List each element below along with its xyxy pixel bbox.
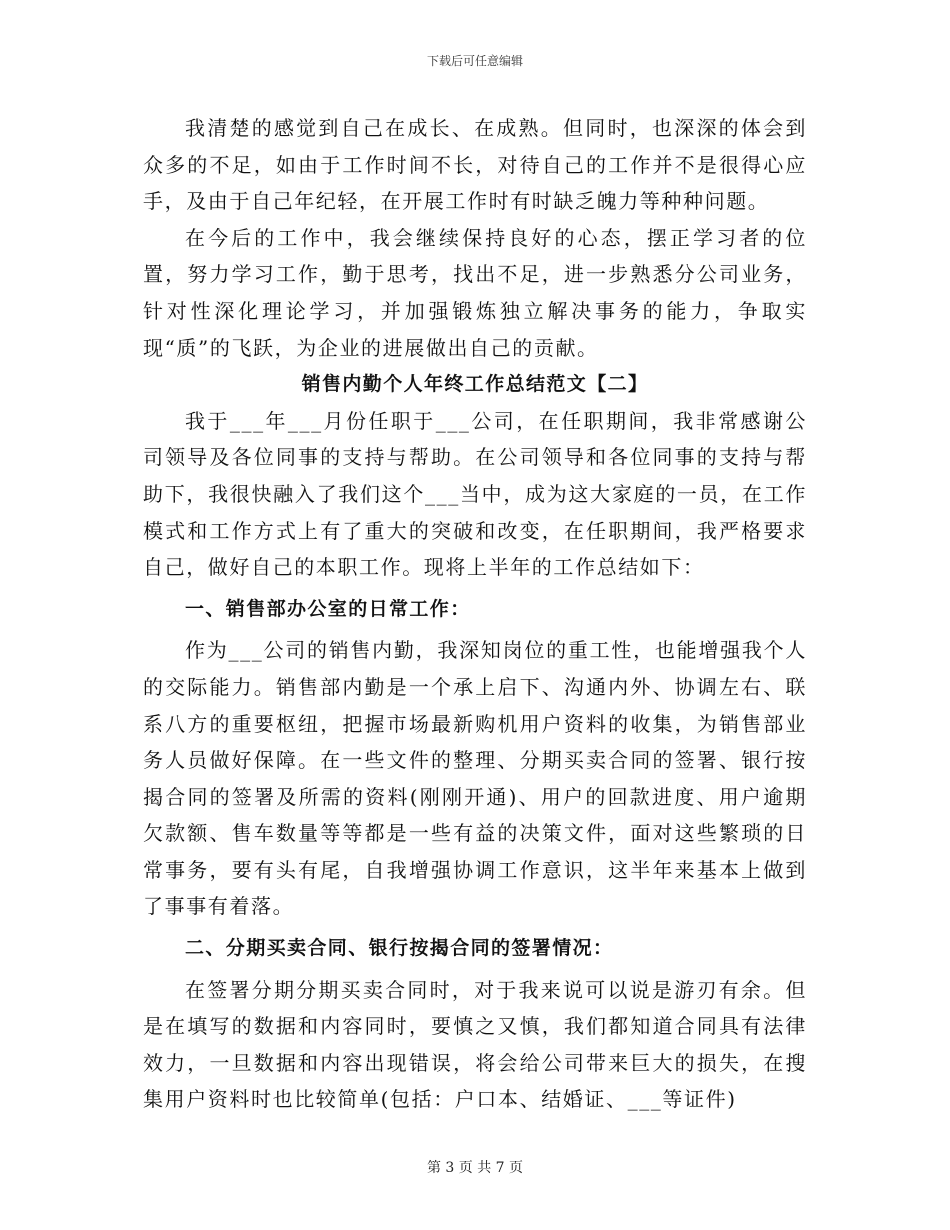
heading-daily-work: 一、销售部办公室的日常工作： bbox=[185, 597, 471, 620]
paragraph-intro: 我于___年___月份任职于___公司，在任职期间，我非常感谢公司领导及各位同事的支持与帮助。在公司领导和各位同事的支持与帮助下，我很快融入了我们这个___当中，成为这大家庭的一员，在工作模式和工作方式上有了重大的突破和改变，在任职期间，我严格要求自己，做好自己的本职工作。现将上半年的工作总结如下： bbox=[143, 408, 807, 580]
heading-contracts: 二、分期买卖合同、银行按揭合同的签署情况： bbox=[185, 937, 614, 960]
document-body bbox=[143, 110, 807, 1118]
paragraph-growth: 我清楚的感觉到自己在成长、在成熟。但同时，也深深的体会到众多的不足，如由于工作时间不长，对待自己的工作并不是很得心应手，及由于自己年纪轻，在开展工作时有时缺乏魄力等种种问题。 bbox=[143, 116, 807, 214]
paragraph-daily-work: 作为___公司的销售内勤，我深知岗位的重工性，也能增强我个人的交际能力。销售部内勤是一个承上启下、沟通内外、协调左右、联系八方的重要枢纽，把握市场最新购机用户资料的收集，为销售部业务人员做好保障。在一些文件的整理、分期买卖合同的签署、银行按揭合同的签署及所需的资料(刚刚开通)、用户的回款进度、用户逾期欠款额、售车数量等等都是一些有益的决策文件，面对这些繁琐的日常事务，要有头有尾，自我增强协调工作意识，这半年来基本上做到了事事有着落。 bbox=[143, 638, 807, 919]
page-header: 下载后可任意编辑 bbox=[426, 54, 523, 68]
paragraph-future-plans: 在今后的工作中，我会继续保持良好的心态，摆正学习者的位置，努力学习工作，勤于思考，找出不足，进一步熟悉分公司业务，针对性深化理论学习，并加强锻炼独立解决事务的能力，争取实现“质”的飞跃，为企业的进展做出自己的贡献。 bbox=[143, 225, 807, 360]
page-footer: 第 3 页 共 7 页 bbox=[426, 1160, 524, 1176]
section-title: 销售内勤个人年终工作总结范文【二】 bbox=[301, 373, 649, 396]
paragraph-contracts: 在签署分期分期买卖合同时，对于我来说可以说是游刃有余。但是在填写的数据和内容同时，要慎之又慎，我们都知道合同具有法律效力，一旦数据和内容出现错误，将会给公司带来巨大的损失，在搜集用户资料时也比较简单(包括：户口本、结婚证、___等证件) bbox=[143, 977, 807, 1112]
